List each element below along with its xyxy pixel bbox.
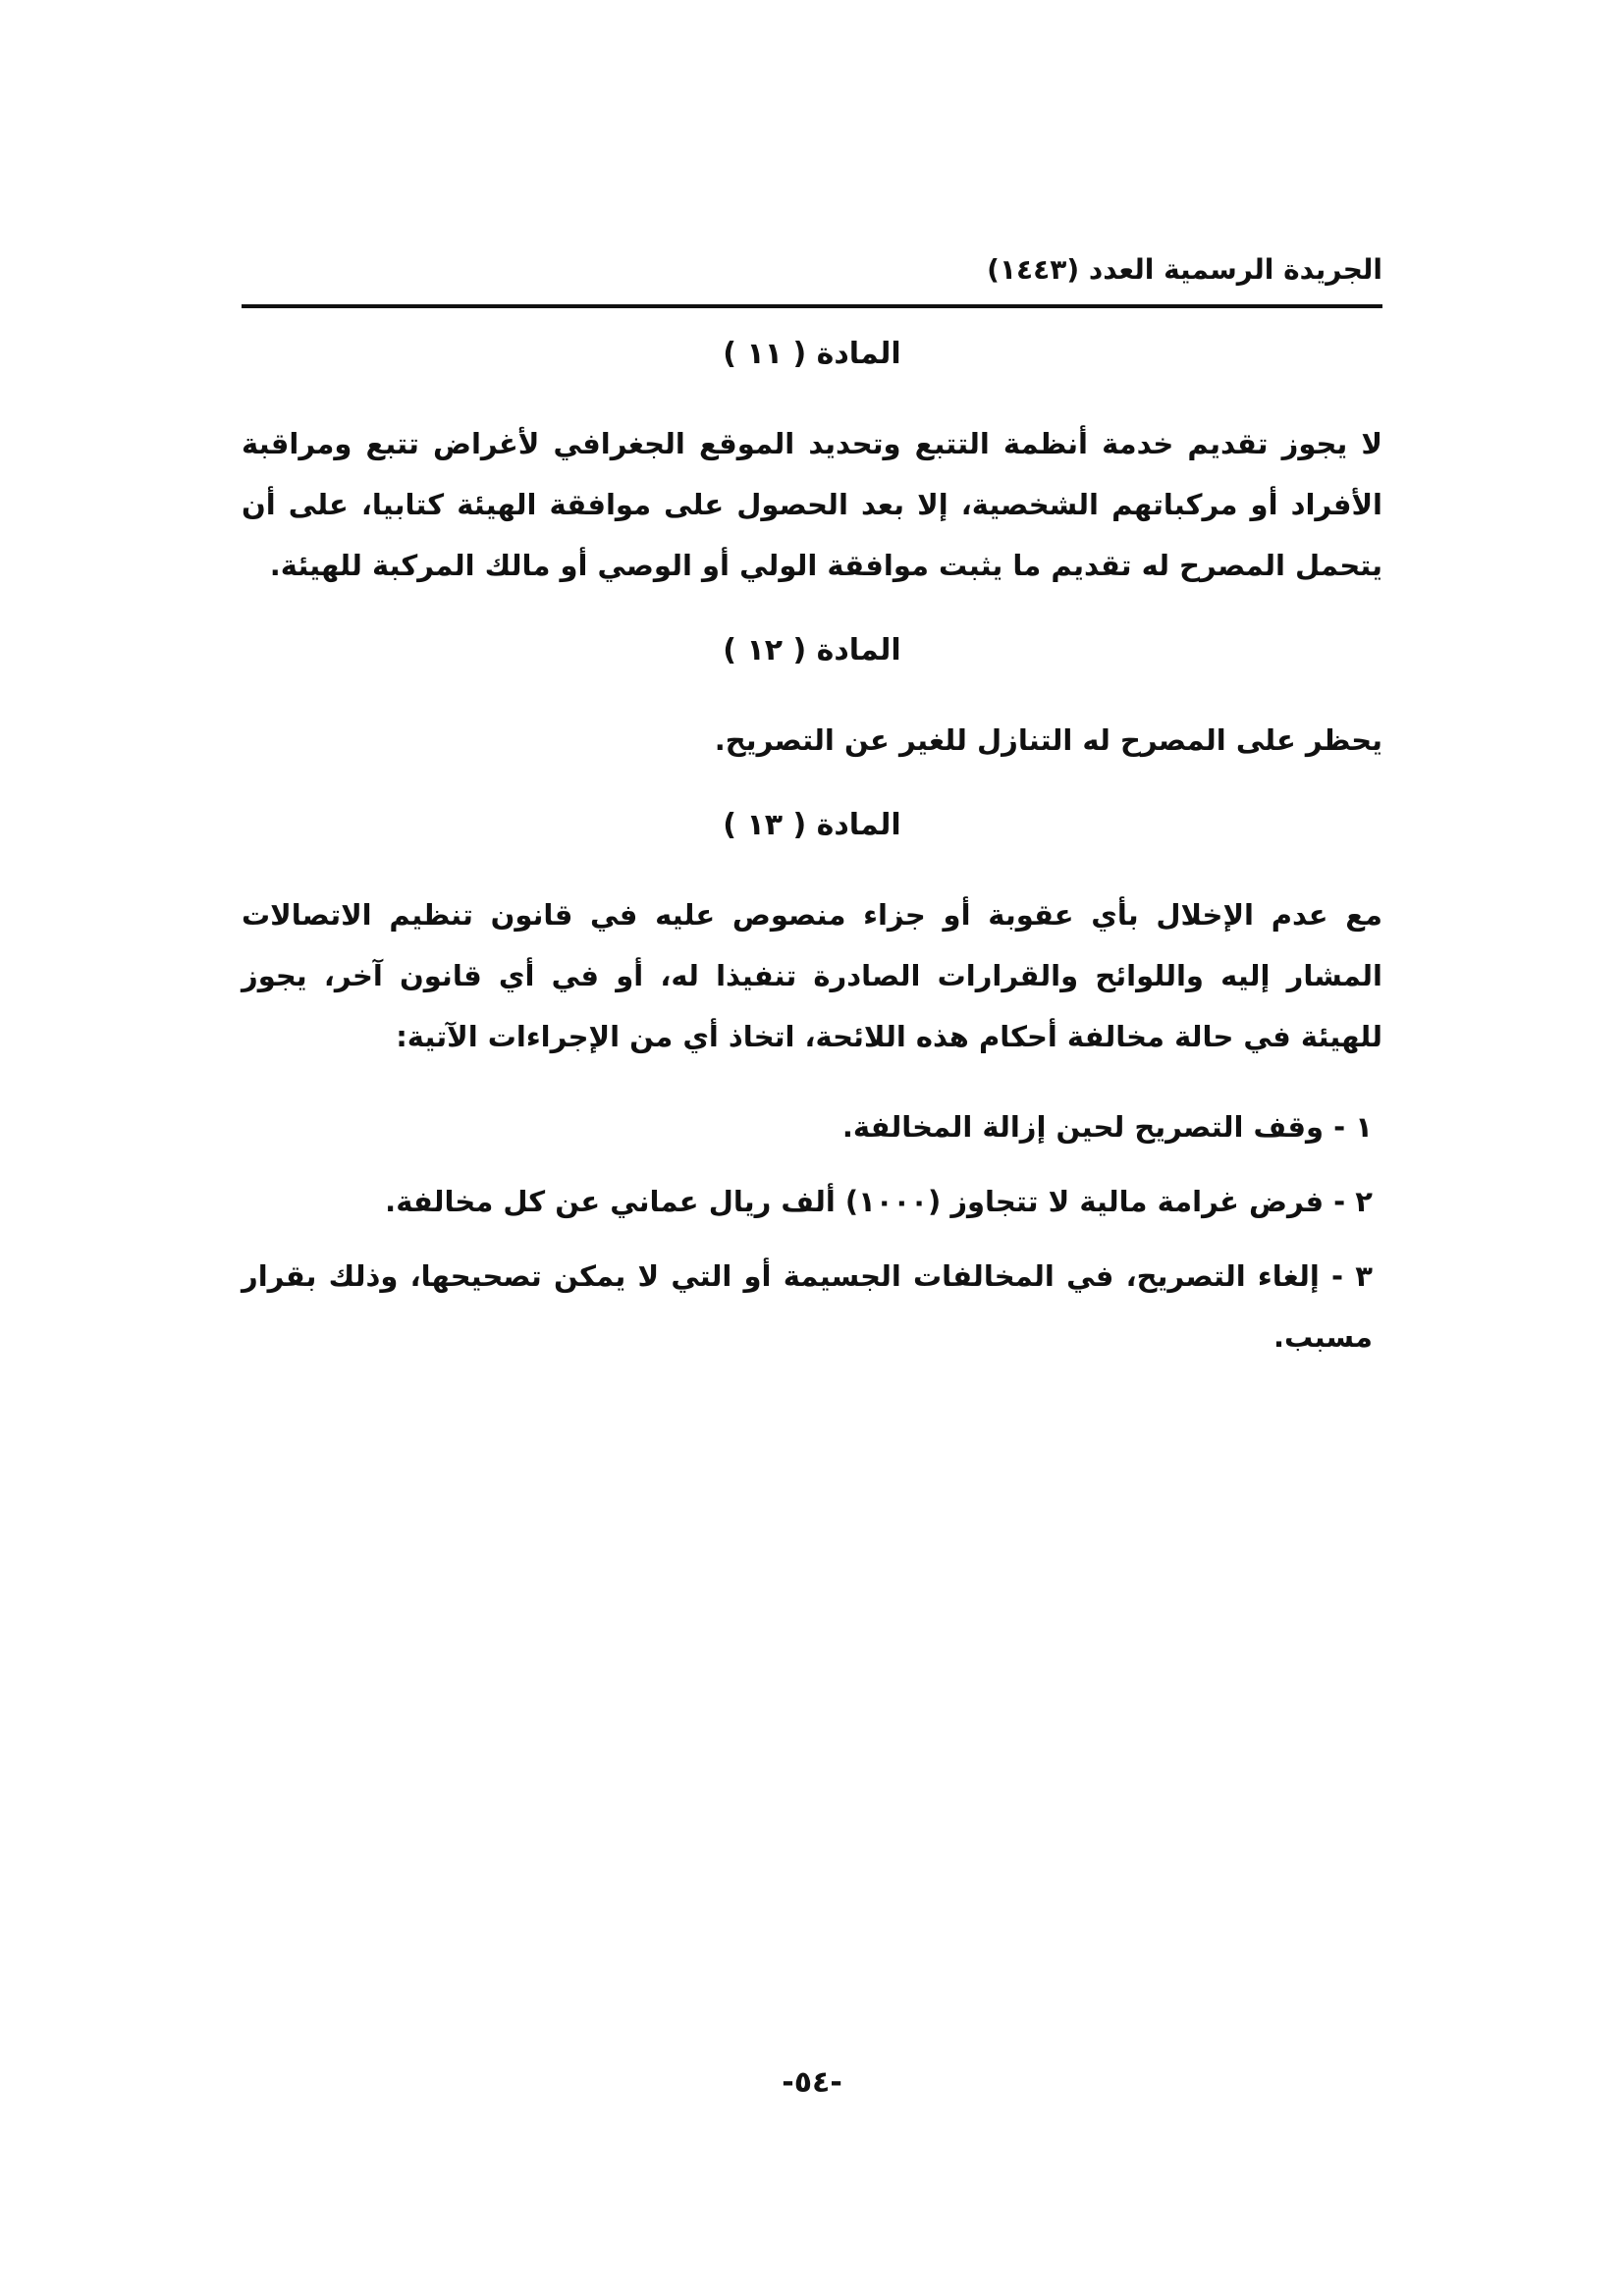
article-title: المادة ( ١١ ): [723, 337, 901, 371]
article-paragraph: مع عدم الإخلال بأي عقوبة أو جزاء منصوص عليه في قانون تنظيم الاتصالات المشار إليه واللوائح والقرارات الصادرة تنفيذا له، أو في أي قانون آخر، يجوز للهيئة في حالة مخالفة أحكام هذه اللائحة، اتخاذ أي من الإجراءات الآتية:: [242, 898, 1382, 1053]
article-11: [242, 329, 1382, 596]
list-item: ٣ - إلغاء التصريح، في المخالفات الجسيمة أو التي لا يمكن تصحيحها، وذلك بقرار مسبب.: [242, 1259, 1373, 1354]
article-paragraph: يحظر على المصرح له التنازل للغير عن التصريح.: [714, 723, 1382, 757]
article-title: المادة ( ١٣ ): [723, 808, 901, 842]
list-item: ٢ - فرض غرامة مالية لا تتجاوز (١٠٠٠) ألف ريال عماني عن كل مخالفة.: [385, 1185, 1373, 1218]
article-title: المادة ( ١٢ ): [723, 633, 901, 667]
article-13: [242, 800, 1382, 1367]
document-body: [242, 329, 1382, 1381]
list-item: ١ - وقف التصريح لحين إزالة المخالفة.: [841, 1110, 1373, 1144]
page-number: -٥٤-: [782, 2065, 842, 2100]
article-paragraph: لا يجوز تقديم خدمة أنظمة التتبع وتحديد الموقع الجغرافي لأغراض تتبع ومراقبة الأفراد أو مركباتهم الشخصية، إلا بعد الحصول على موافقة الهيئة كتابيا، على أن يتحمل المصرح له تقديم ما يثبت موافقة الولي أو الوصي أو مالك المركبة للهيئة.: [242, 427, 1382, 582]
header-rule: [242, 304, 1382, 308]
article-12: [242, 625, 1382, 771]
running-header: الجريدة الرسمية العدد (١٤٤٣): [987, 253, 1382, 286]
